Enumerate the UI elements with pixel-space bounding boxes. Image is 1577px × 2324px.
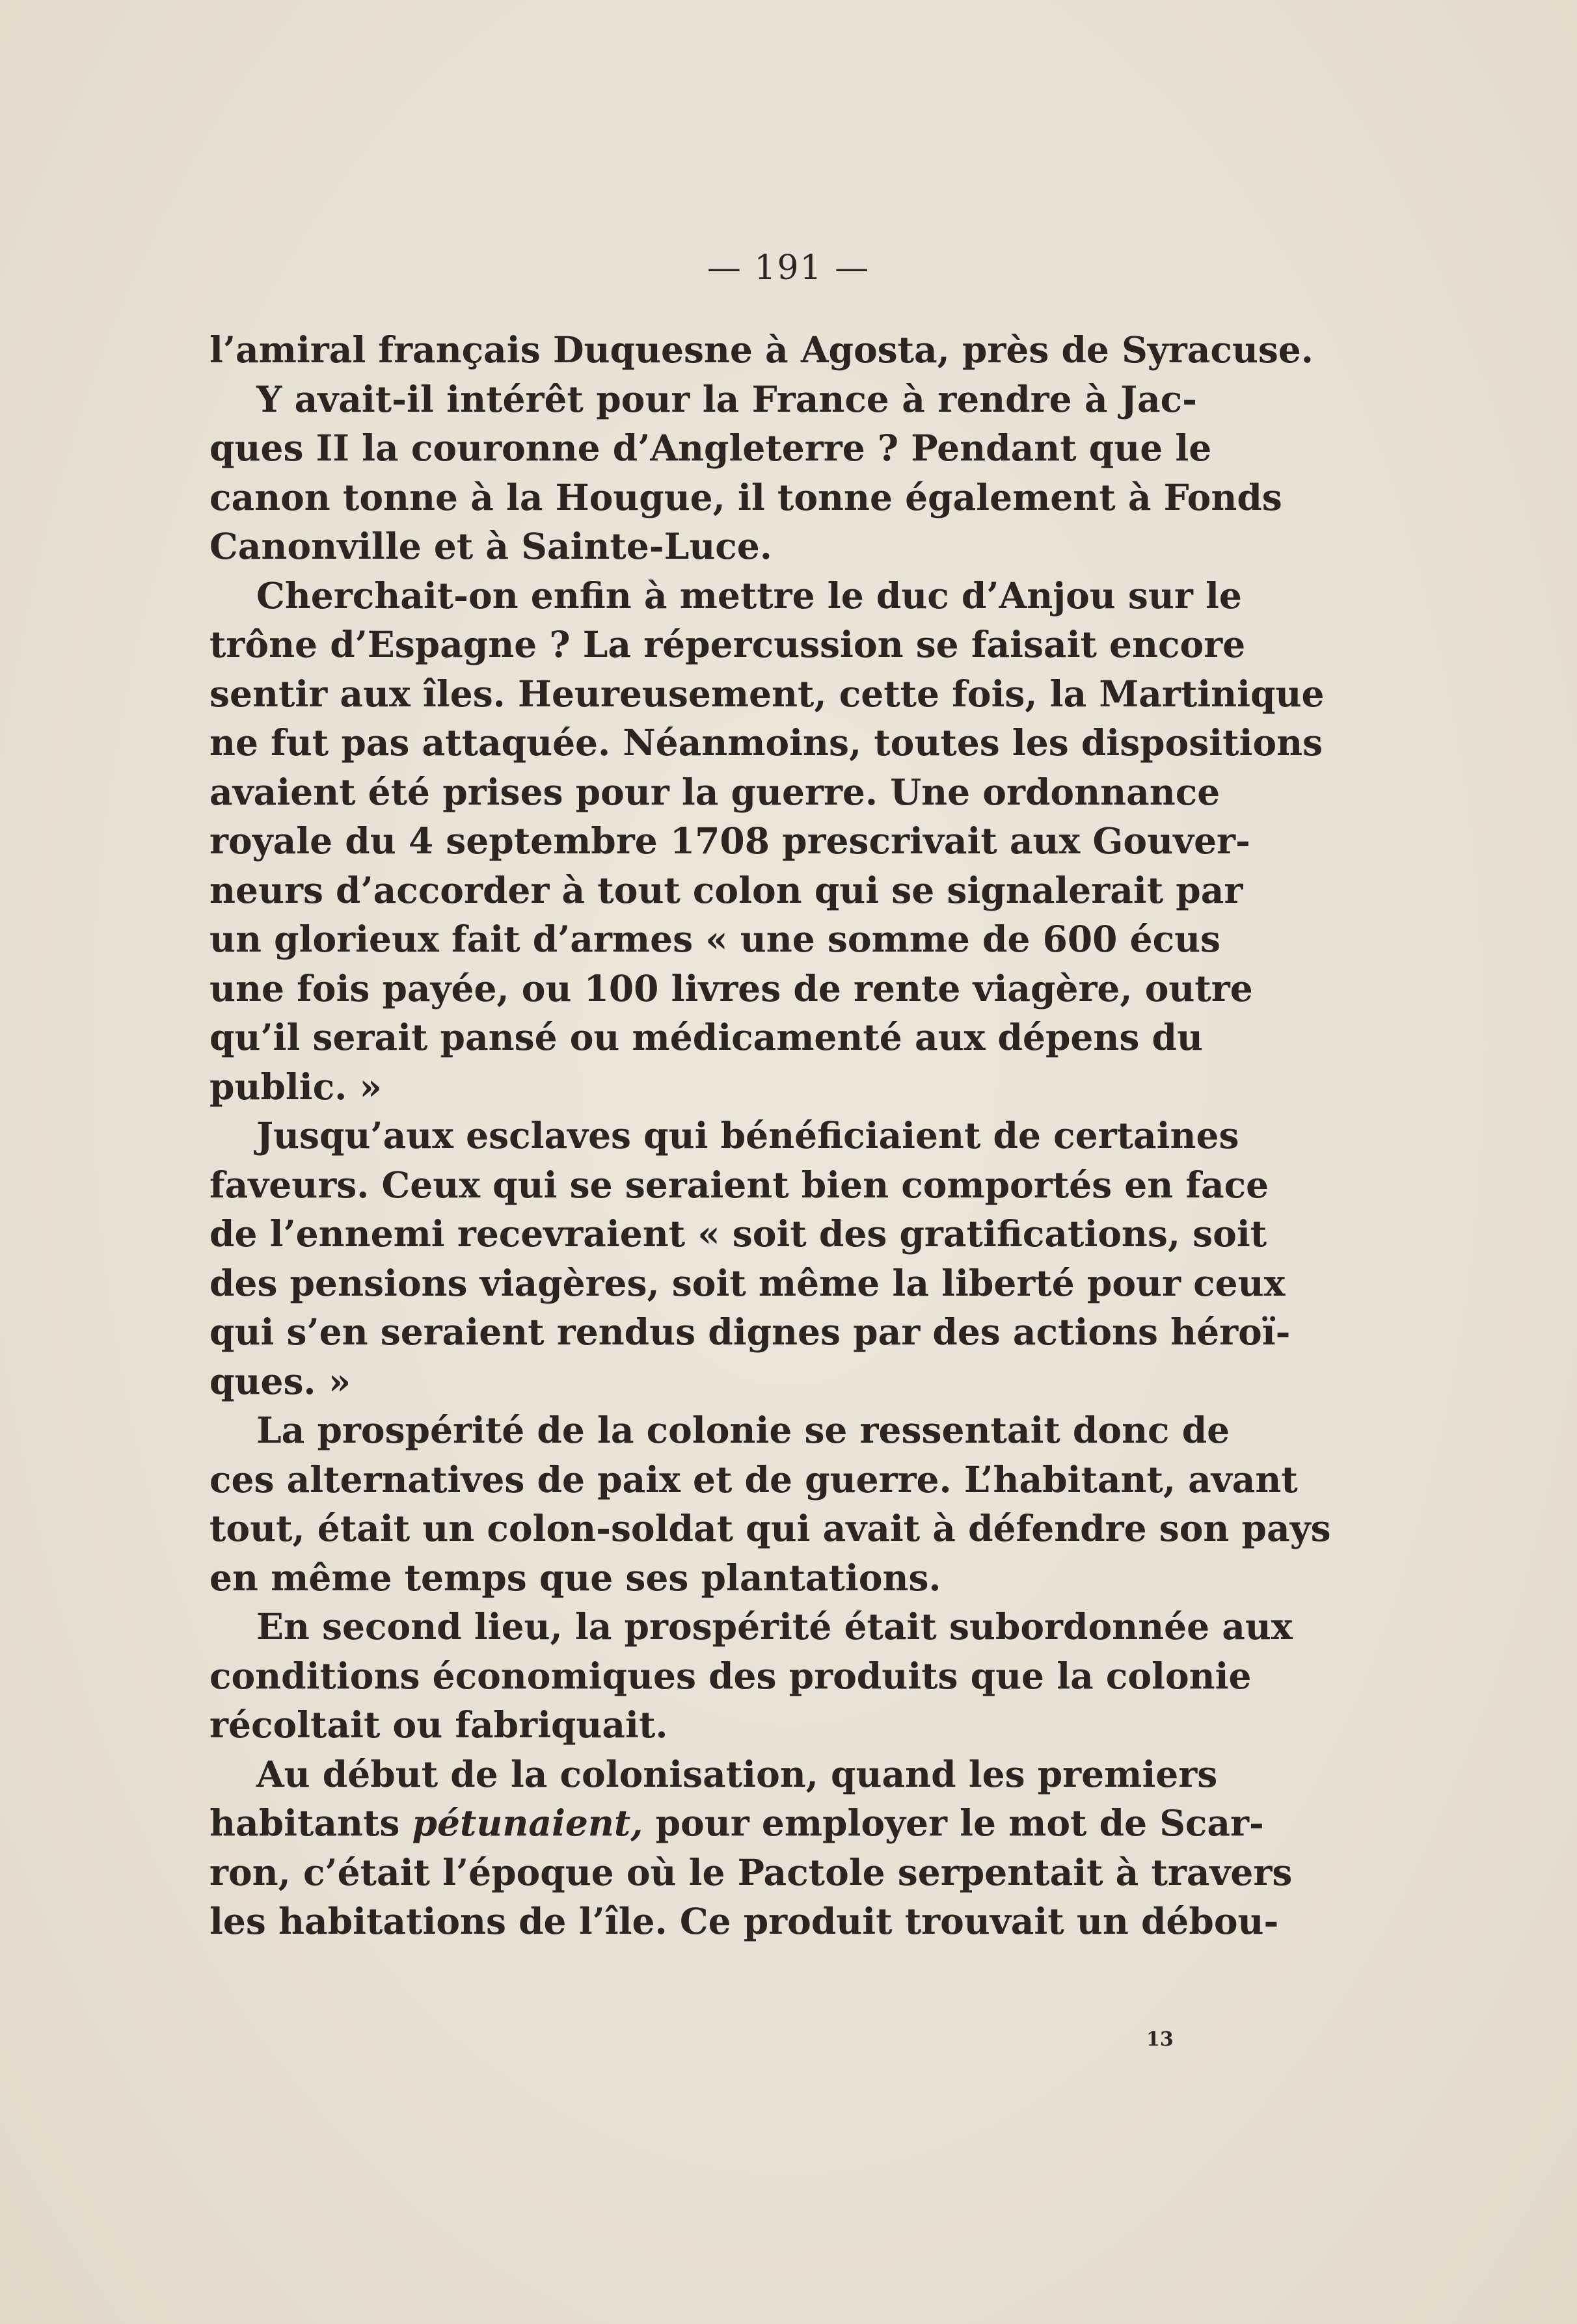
text-line: ne fut pas attaquée. Néanmoins, toutes les dispositions bbox=[209, 721, 1323, 764]
text-line: Jusqu’aux esclaves qui bénéficiaient de certaines bbox=[256, 1114, 1239, 1156]
text-line: ron, c’était l’époque où le Pactole serpentait à travers bbox=[209, 1850, 1293, 1893]
body-text bbox=[209, 325, 1331, 1946]
text-line: trône d’Espagne ? La répercussion se faisait encore bbox=[209, 623, 1246, 665]
text-line: qu’il serait pansé ou médicamenté aux dépens du bbox=[209, 1016, 1203, 1058]
text-line: ces alternatives de paix et de guerre. L’habitant, avant bbox=[209, 1458, 1298, 1501]
text-line: récoltait ou fabriquait. bbox=[209, 1703, 668, 1746]
page-number: — 191 — bbox=[707, 248, 870, 287]
text-line: avaient été prises pour la guerre. Une ordonnance bbox=[209, 770, 1220, 813]
text-line: Au début de la colonisation, quand les premiers bbox=[256, 1752, 1218, 1795]
text-line: canon tonne à la Hougue, il tonne également à Fonds bbox=[209, 475, 1282, 518]
text-line: une fois payée, ou 100 livres de rente viagère, outre bbox=[209, 967, 1253, 1009]
text-line: Y avait-il intérêt pour la France à rendre à Jac- bbox=[256, 377, 1197, 420]
text-segment: habitants bbox=[209, 1802, 412, 1844]
text-line: l’amiral français Duquesne à Agosta, près de Syracuse. bbox=[209, 328, 1314, 371]
text-line: Cherchait-on enfin à mettre le duc d’Anjou sur le bbox=[256, 574, 1242, 617]
text-line: les habitations de l’île. Ce produit trouvait un débou- bbox=[209, 1900, 1279, 1942]
text-line-with-italic bbox=[209, 1798, 1264, 1848]
text-segment: pour employer le mot de Scar- bbox=[643, 1802, 1264, 1844]
text-line: La prospérité de la colonie se ressentait donc de bbox=[256, 1409, 1230, 1451]
text-line: neurs d’accorder à tout colon qui se signalerait par bbox=[209, 868, 1243, 911]
text-line: Canonville et à Sainte-Luce. bbox=[209, 525, 772, 567]
italic-word: pétunaient, bbox=[412, 1802, 643, 1844]
text-line: En second lieu, la prospérité était subordonnée aux bbox=[256, 1605, 1293, 1648]
text-line: ques II la couronne d’Angleterre ? Pendant que le bbox=[209, 427, 1212, 469]
text-line: sentir aux îles. Heureusement, cette fois, la Martinique bbox=[209, 672, 1325, 715]
text-line: conditions économiques des produits que la colonie bbox=[209, 1654, 1252, 1697]
text-line: public. » bbox=[209, 1065, 382, 1108]
text-line: des pensions viagères, soit même la liberté pour ceux bbox=[209, 1261, 1286, 1304]
text-line: royale du 4 septembre 1708 prescrivait aux Gouver- bbox=[209, 820, 1250, 862]
signature-mark: 13 bbox=[1146, 2028, 1174, 2051]
text-line: tout, était un colon-soldat qui avait à défendre son pays bbox=[209, 1507, 1331, 1549]
text-line: en même temps que ses plantations. bbox=[209, 1556, 941, 1599]
text-line: un glorieux fait d’armes « une somme de 600 écus bbox=[209, 918, 1221, 960]
text-line: ques. » bbox=[209, 1359, 351, 1402]
text-line: de l’ennemi recevraient « soit des gratifications, soit bbox=[209, 1212, 1267, 1255]
text-line: faveurs. Ceux qui se seraient bien comportés en face bbox=[209, 1163, 1269, 1206]
text-line: qui s’en seraient rendus dignes par des actions héroï- bbox=[209, 1311, 1291, 1353]
